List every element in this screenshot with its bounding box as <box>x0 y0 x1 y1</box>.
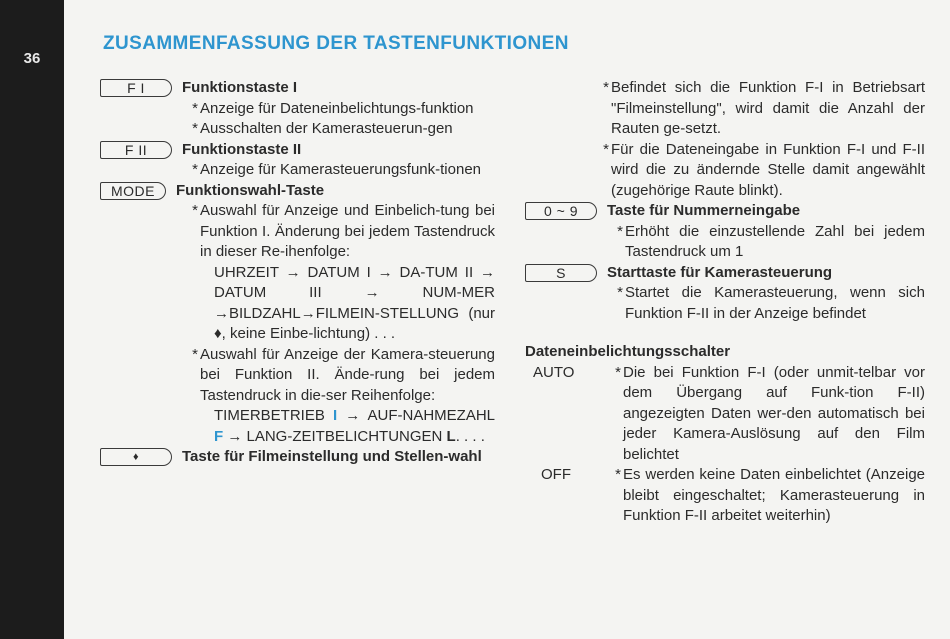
seq2-symbol-i: I <box>332 407 338 424</box>
mode-bullet-1-text: Auswahl für Anzeige und Einbelich-tung bei Funktion I. Änderung bei jedem Tastendruck in dieser Re-ihenfolge: <box>200 202 495 260</box>
bullet-star: * <box>615 466 621 483</box>
num-key-name: Taste für Nummerneingabe <box>607 202 801 219</box>
diamond-key-name: Taste für Filmeinstellung und Stellen-wahl <box>182 448 482 465</box>
auto-option-row <box>525 363 925 466</box>
diamond-key-row <box>100 447 495 468</box>
off-bullet <box>607 465 925 527</box>
s-key-row <box>525 263 925 284</box>
seq2-symbol-f: F <box>214 427 224 445</box>
seq2-part-d: . . . . <box>455 427 485 445</box>
num-bullet-1-text: Erhöht die einzustellende Zahl bei jedem Tastendruck um 1 <box>625 222 925 260</box>
fii-key-name: Funktionstaste II <box>182 140 302 158</box>
bullet-star: * <box>615 363 621 381</box>
fi-bullet-1-text: Anzeige für Dateneinbelichtungs-funktion <box>200 99 474 117</box>
section-heading: Dateneinbelichtungsschalter <box>525 343 731 360</box>
bullet-star: * <box>603 140 609 158</box>
page-sidebar <box>0 0 64 639</box>
auto-label: AUTO <box>533 363 575 381</box>
bullet-star: * <box>192 120 198 137</box>
fii-bullet-1 <box>184 160 495 181</box>
bullet-star: * <box>192 99 198 117</box>
off-text: Es werden keine Daten einbelichtet (Anzeige bleibt eingeschaltet; Kamerasteuerung in Funktion F-II arbeitet weiterhin) <box>623 466 925 524</box>
left-column <box>100 78 495 468</box>
bullet-star: * <box>192 161 198 178</box>
seq2-part-a: TIMERBETRIEB <box>214 407 333 424</box>
fi-bullet-2-text: Ausschalten der Kamerasteuerun-gen <box>200 120 453 137</box>
fii-bullet-1-text: Anzeige für Kamerasteuerungsfunk-tionen <box>200 161 482 178</box>
s-key-icon: S <box>525 264 597 282</box>
diamond-bullet-1 <box>595 78 925 140</box>
mode-bullet-2-text: Auswahl für Anzeige der Kamera-steuerung bei Funktion II. Ände-rung bei jedem Tastendruck in die-ser Reihenfolge: <box>200 345 495 404</box>
bullet-star: * <box>192 202 198 219</box>
mode-sequence-1: UHRZEIT → DATUM I → DA-TUM II → DATUM III → NUM-MER →BILDZAHL→FILMEIN-STELLUNG (nur ♦, keine Einbe-lichtung) . . . <box>214 263 495 342</box>
fi-key-icon: F I <box>100 79 172 97</box>
num-bullet-1 <box>609 222 925 263</box>
mode-bullet-1 <box>184 201 495 263</box>
fi-key-row <box>100 78 495 99</box>
diamond-bullet-1-text: Befindet sich die Funktion F-I in Betriebsart "Filmeinstellung", wird damit die Anzahl der Rauten ge-setzt. <box>611 79 925 137</box>
seq2-part-b: → AUF-NAHMEZAHL <box>337 407 496 424</box>
bullet-star: * <box>617 222 623 240</box>
s-key-name: Starttaste für Kamerasteuerung <box>607 263 833 281</box>
fii-key-icon: F II <box>100 141 172 159</box>
s-bullet-1 <box>609 283 925 324</box>
s-bullet-1-text: Startet die Kamerasteuerung, wenn sich Funktion F-II in der Anzeige befindet <box>625 284 925 322</box>
bullet-star: * <box>192 345 198 363</box>
seq2-symbol-l: L <box>446 427 456 445</box>
num-key-row <box>525 201 925 222</box>
seq2-part-c: → LANG-ZEITBELICHTUNGEN <box>223 427 447 445</box>
fi-bullet-2 <box>184 119 495 140</box>
right-column <box>525 78 925 527</box>
num-key-icon: 0 ~ 9 <box>525 202 597 220</box>
auto-bullet <box>607 363 925 466</box>
mode-key-row <box>100 181 495 202</box>
fi-bullet-1 <box>184 99 495 120</box>
bullet-star: * <box>603 79 609 96</box>
page-title: ZUSAMMENFASSUNG DER TASTENFUNKTIONEN <box>103 33 569 54</box>
fi-key-name: Funktionstaste I <box>182 79 298 96</box>
mode-sequence-2 <box>214 406 495 447</box>
diamond-bullet-2-text: Für die Dateneingabe in Funktion F-I und F-II wird die zu ändernde Stelle damit angewählt (zugehörige Raute blinkt). <box>611 140 925 199</box>
page-number: 36 <box>23 50 41 67</box>
off-option-row <box>525 465 925 527</box>
fii-key-row <box>100 140 495 161</box>
mode-key-name: Funktionswahl-Taste <box>176 181 325 199</box>
mode-bullet-2 <box>184 345 495 407</box>
auto-text: Die bei Funktion F-I (oder unmit-telbar vor dem Übergang auf Funk-tion F-II) angezeigten Daten wer-den automatisch bei jeder Kamera-Auslösung auf den Film belichtet <box>623 363 925 463</box>
bullet-star: * <box>617 284 623 301</box>
mode-key-icon: MODE <box>100 182 166 200</box>
diamond-bullet-2 <box>595 140 925 202</box>
off-label: OFF <box>541 466 571 483</box>
diamond-key-icon: ♦ <box>100 448 172 466</box>
